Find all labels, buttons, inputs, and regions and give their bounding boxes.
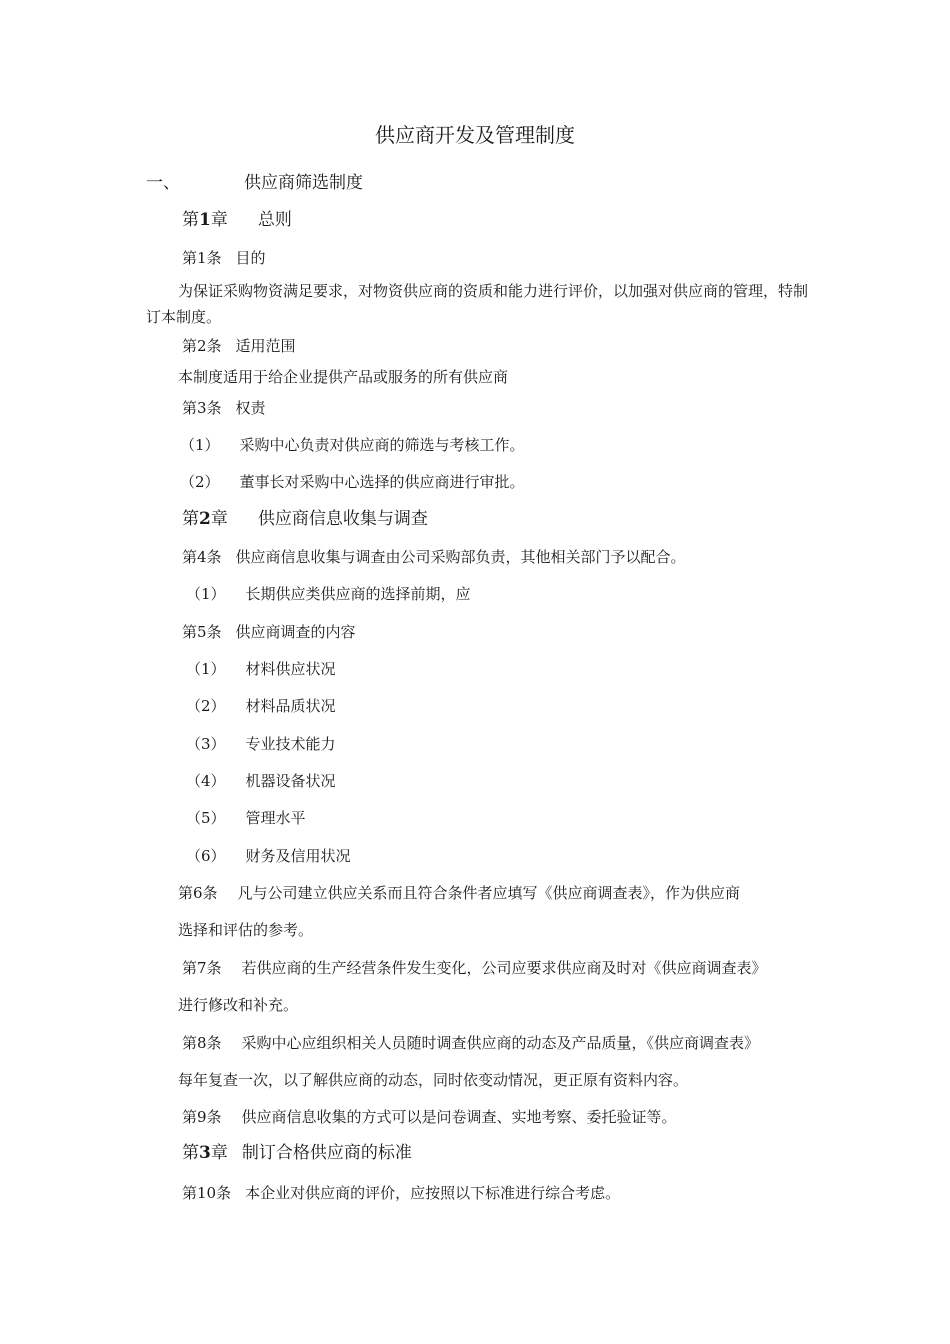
chapter-suffix: 章	[210, 509, 228, 529]
list-item-number: （4）	[186, 772, 226, 790]
article-text: 本企业对供应商的评价，应按照以下标准进行综合考虑。	[245, 1184, 621, 1202]
article-label: 第6条	[178, 884, 218, 902]
list-item-number: （1）	[186, 585, 226, 603]
chapter-number: 1	[199, 210, 211, 230]
article-text: 若供应商的生产经营条件发生变化，公司应要求供应商及时对《供应商调查表》	[241, 959, 767, 977]
chapter-title: 总则	[257, 210, 292, 230]
article-2-heading	[182, 336, 296, 356]
article-7-line-2: 进行修改和补充。	[178, 996, 299, 1014]
list-item	[186, 771, 336, 791]
article-2-body: 本制度适用于给企业提供产品或服务的所有供应商	[178, 368, 509, 386]
list-item-number: （2）	[186, 697, 226, 715]
list-item-number: （1）	[180, 436, 220, 454]
article-6-line-2: 选择和评估的参考。	[178, 921, 314, 939]
article-title: 目的	[235, 249, 266, 267]
article-text: 采购中心应组织相关人员随时调查供应商的动态及产品质量，《供应商调查表》	[241, 1034, 760, 1052]
list-item-text: 专业技术能力	[245, 735, 336, 753]
article-title: 适用范围	[235, 337, 296, 355]
article-text: 供应商信息收集的方式可以是问卷调查、实地考察、委托验证等。	[241, 1108, 677, 1126]
list-item	[180, 435, 525, 455]
list-item-text: 材料品质状况	[245, 697, 336, 715]
article-label: 第7条	[182, 959, 222, 977]
article-label: 第4条	[182, 548, 222, 566]
section-heading-1	[146, 172, 363, 194]
article-label: 第10条	[182, 1184, 232, 1202]
article-1-heading	[182, 248, 266, 268]
list-item	[186, 696, 336, 716]
list-item-text: 管理水平	[245, 809, 306, 827]
list-item-text: 长期供应类供应商的选择前期，应	[245, 585, 471, 603]
article-label: 第3条	[182, 399, 222, 417]
section-title: 供应商筛选制度	[244, 173, 363, 193]
list-item-text: 机器设备状况	[245, 772, 336, 790]
list-item-number: （1）	[186, 660, 226, 678]
chapter-number: 3	[199, 1143, 211, 1163]
chapter-prefix: 第	[182, 210, 199, 230]
list-item-number: （5）	[186, 809, 226, 827]
document-title: 供应商开发及管理制度	[375, 123, 575, 147]
chapter-heading-1	[182, 209, 292, 231]
article-label: 第2条	[182, 337, 222, 355]
chapter-title: 制订合格供应商的标准	[241, 1143, 412, 1163]
list-item	[180, 472, 525, 492]
list-item	[186, 584, 471, 604]
article-6-line-1	[178, 883, 740, 903]
article-7-line-1	[182, 958, 767, 978]
list-item-number: （3）	[186, 735, 226, 753]
article-label: 第1条	[182, 249, 222, 267]
article-10	[182, 1183, 620, 1203]
article-5-heading	[182, 622, 356, 642]
section-number: 一、	[146, 173, 180, 193]
article-1-body: 为保证采购物资满足要求，对物资供应商的资质和能力进行评价，以加强对供应商的管理，特制订本制度。	[146, 282, 809, 326]
chapter-suffix: 章	[210, 210, 228, 230]
chapter-prefix: 第	[182, 1143, 199, 1163]
chapter-title: 供应商信息收集与调查	[257, 509, 428, 529]
chapter-prefix: 第	[182, 509, 199, 529]
article-label: 第5条	[182, 623, 222, 641]
article-text: 供应商信息收集与调查由公司采购部负责，其他相关部门予以配合。	[235, 548, 686, 566]
article-9	[182, 1107, 677, 1127]
chapter-number: 2	[199, 509, 211, 529]
chapter-suffix: 章	[210, 1143, 228, 1163]
list-item-text: 财务及信用状况	[245, 847, 351, 865]
article-label: 第8条	[182, 1034, 222, 1052]
list-item-number: （2）	[180, 473, 220, 491]
article-8-line-2: 每年复查一次，以了解供应商的动态，同时依变动情况，更正原有资料内容。	[178, 1071, 689, 1089]
list-item-text: 董事长对采购中心选择的供应商进行审批。	[239, 473, 525, 491]
article-text: 凡与公司建立供应关系而且符合条件者应填写《供应商调查表》，作为供应商	[237, 884, 741, 902]
list-item	[186, 846, 351, 866]
article-8-line-1	[182, 1033, 759, 1053]
chapter-heading-3	[182, 1142, 412, 1164]
article-title: 供应商调查的内容	[235, 623, 356, 641]
article-4	[182, 547, 686, 567]
list-item	[186, 659, 336, 679]
list-item-text: 采购中心负责对供应商的筛选与考核工作。	[239, 436, 525, 454]
list-item	[186, 808, 306, 828]
article-3-heading	[182, 398, 266, 418]
article-title: 权责	[235, 399, 266, 417]
article-label: 第9条	[182, 1108, 222, 1126]
list-item-number: （6）	[186, 847, 226, 865]
chapter-heading-2	[182, 508, 428, 530]
list-item	[186, 734, 336, 754]
list-item-text: 材料供应状况	[245, 660, 336, 678]
